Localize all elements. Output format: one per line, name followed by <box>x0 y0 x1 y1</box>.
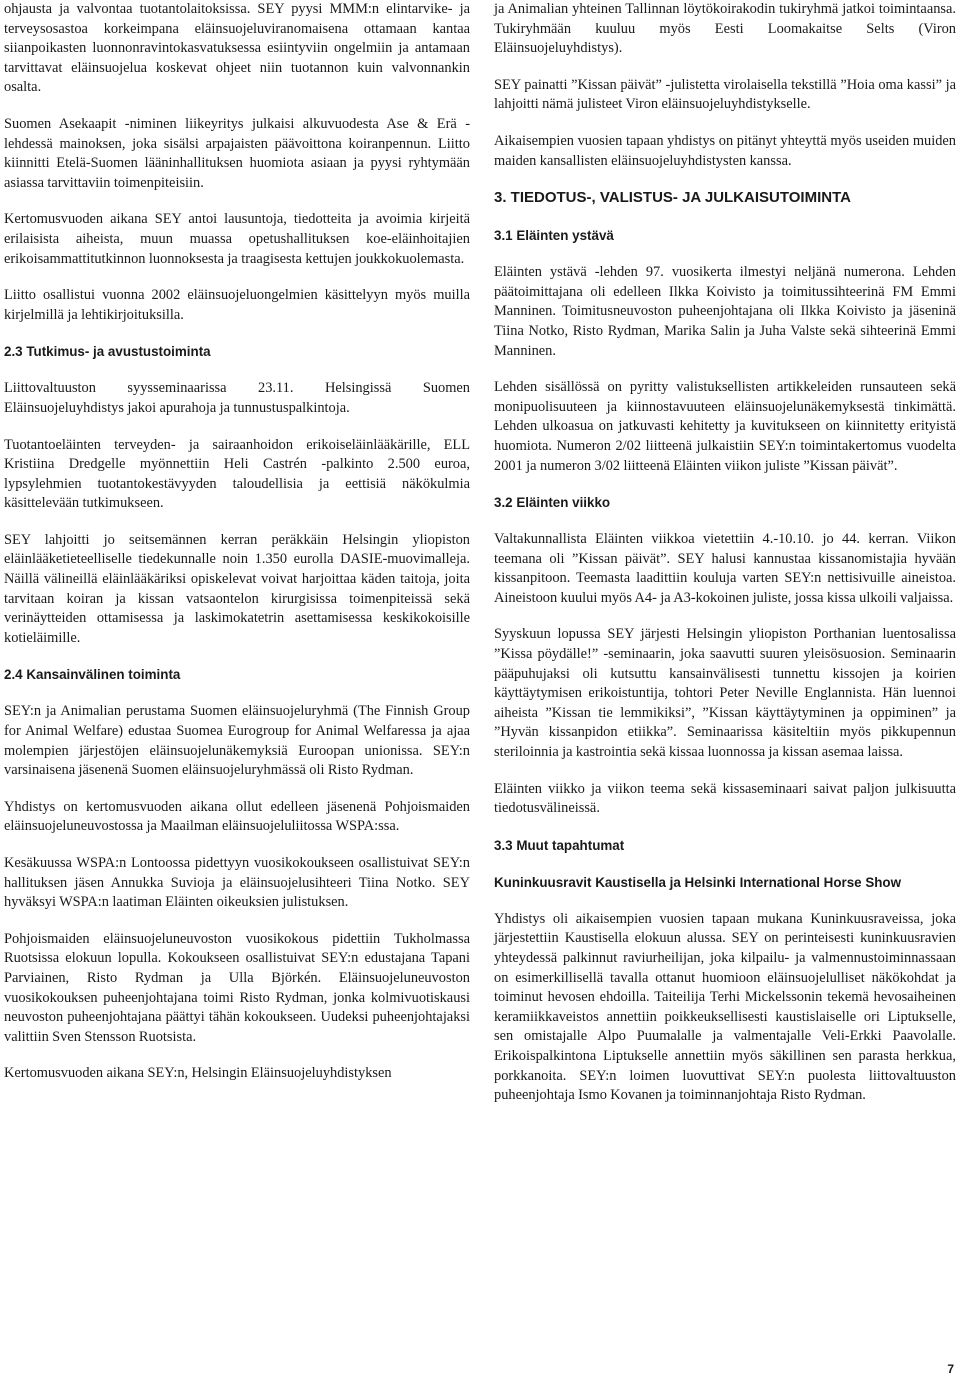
paragraph: Eläinten ystävä -lehden 97. vuosikerta ilmestyi neljänä numerona. Lehden päätoimittajana oli edelleen Ilkka Koivisto ja toimitussihteerinä FM Emmi Manninen. Toimitusneuvoston puheenjohtajana oli Ilkka Koivisto ja jäseninä Tiina Notko, Risto Rydman, Marika Salin ja Juha Valste sekä sihteerinä Emmi Manninen. <box>494 264 956 359</box>
paragraph: Valtakunnallista Eläinten viikkoa vietettiin 4.-10.10. jo 44. kerran. Viikon teemana oli ”Kissan päivät”. SEY halusi kannustaa kissanomistajia hyvään kissanpitoon. Teemasta laadittiin koulujа varten SEY:n nettisivuille aineistoa. Aineistoon kuului myös A4- ja A3-kokoinen juliste, jossa kissa ulkoili valjaissa. <box>494 531 956 606</box>
paragraph: Eläinten viikko ja viikon teema sekä kissaseminaari saivat paljon julkisuutta tiedotusvälineissä. <box>494 780 956 817</box>
right-column <box>494 0 956 1106</box>
paragraph: Yhdistys on kertomusvuoden aikana ollut edelleen jäsenenä Pohjoismaiden eläinsuojeluneuvostossa ja Maailman eläinsuojeluliitossa WSPA:ssa. <box>4 798 470 835</box>
paragraph: Suomen Asekaapit -niminen liikeyritys julkaisi alkuvuodesta Ase & Erä -lehdessä mainoksen, joka sisälsi arpajaisten päävoittona koiranpennun. Liitto kiinnitti Etelä-Suomen lääninhallituksen huomiota asiaan ja pyysi ryhtymään asiassa tarvittaviin toimenpiteisiin. <box>4 115 470 191</box>
paragraph: Liittovaltuuston syysseminaarissa 23.11. Helsingissä Suomen Eläinsuojeluyhdistys jakoi apurahoja ja tunnustuspalkintoja. <box>4 380 470 416</box>
section-heading-3-2: 3.2 Eläinten viikko <box>494 495 611 511</box>
left-column <box>4 0 470 1084</box>
paragraph: Kesäkuussa WSPA:n Lontoossa pidettyyn vuosikokoukseen osallistuivat SEY:n hallituksen jäsen Annukka Suvioja ja eläinsuojelusihteeri Tiina Notko. SEY hyväksyi WSPA:n laatiman Eläinten oikeuksien julistuksen. <box>4 855 470 911</box>
paragraph: SEY lahjoitti jo seitsemännen kerran peräkkäin Helsingin yliopiston eläinlääketieteelliselle tiedekunnalle noin 1.350 eurolla DASIE-muovimalleja. Näillä välineillä eläinlääkäriksi opiskelevat voivat harjoittaa käden taitoja, joita tarvitaan koiran ja kissan vatsaontelon kirurgisissa toimenpiteissä sekä verinäytteiden ottamisessa ja laskimokatetrin asettamisessa keskikokoisille kotieläimille. <box>4 531 470 646</box>
paragraph: Syyskuun lopussa SEY järjesti Helsingin yliopiston Porthanian luentosalissa ”Kissa pöydälle!” -seminaarin, joka saavutti suuren yleisösuosion. Seminaarin pääpuhujaksi oli kutsuttu kansainvälisesti tunnettu kissojen ja koirien käyttäytymisen erikoistuntija, tohtori Peter Neville Englannista. Hän luennoi aiheista ”Kissan tie lemmikiksi”, ”Kissan käyttäytyminen ja oppiminen” ja ”Hyvän kissanpidon etiikka”. Seminaarissa käsiteltiin myös pikkupennun steriloinnia ja kastrointia sekä kissaa luonnossa ja kissan asemaa laissa. <box>494 626 956 761</box>
chapter-heading-3: 3. TIEDOTUS-, VALISTUS- JA JULKAISUTOIMINTA <box>494 189 851 207</box>
paragraph: Tuotantoeläinten terveyden- ja sairaanhoidon erikoiseläinlääkärille, ELL Kristiina Dredgelle myönnettiin Heli Castrén -palkinto 2.500 euroa, lypsylehmien tuotantokestävyyden taloudellisia ja eettisiä näkökulmia käsittelevään tutkimukseen. <box>4 436 470 512</box>
paragraph: Yhdistys oli aikaisempien vuosien tapaan mukana Kuninkuusraveissa, joka järjestettiin Kaustisella elokuun alussa. SEY on perinteisesti kuninkuusravien yhteydessä palkinnut raviurheilijan, joka kilpailu- ja valmennustoiminnassaan on esimerkillisellä tavalla ottanut huomioon eläinsuojelulliset näkökohdat ja toiminut hevosen ehdoilla. Taiteilija Terhi Mickelssonin tekemä hevosaiheinen keramiikkaveistos annettiin poikkeuksellisesti kaustislaiselle ori Liptukselle, sen omistajalle Alpo Puumalalle ja valmentajalle Veli-Erkki Paavolalle. Erikoispalkintona Liptukselle annettiin myös säkillinen sen parasta herkkua, porkkanoita. SEY:n loimen luovuttivat SEY:n puolesta liittovaltuuston puheenjohtaja Ismo Kovanen ja toiminnanjohtaja Risto Rydman. <box>494 910 956 1104</box>
paragraph: ja Animalian yhteinen Tallinnan löytökoirakodin tukiryhmä jatkoi toimintaansa. Tukiryhmään kuuluu myös Eesti Loomakaitse Selts (Viron Eläinsuojeluyhdistys). <box>494 1 956 57</box>
paragraph: Kertomusvuoden aikana SEY:n, Helsingin Eläinsuojeluyhdistyksen <box>4 1065 392 1082</box>
page-number: 7 <box>947 1362 954 1376</box>
paragraph: Liitto osallistui vuonna 2002 eläinsuojeluongelmien käsittelyyn myös muilla kirjelmillä ja lehtikirjoituksilla. <box>4 287 470 323</box>
paragraph: ohjausta ja valvontaa tuotantolaitoksissa. SEY pyysi MMM:n elintarvike- ja terveysosastoa korkeimpana eläinsuojeluviranomaisena ottamaan kantaa siianpoikasten luonnonravintokasvatuksessa esiintyviin ongelmiin ja antamaan tarvittavat eläinsuojelua koskevat ohjeet niin tuotannon kuin valvonnankin osalta. <box>4 1 470 96</box>
section-heading-3-1: 3.1 Eläinten ystävä <box>494 228 614 244</box>
section-heading-3-3: 3.3 Muut tapahtumat <box>494 837 625 853</box>
subsection-heading-event: Kuninkuusravit Kaustisella ja Helsinki International Horse Show <box>494 874 902 890</box>
paragraph: Lehden sisällössä on pyritty valistuksellisten artikkeleiden runsauteen sekä monipuolisuuteen ja kiinnostavuuteen eläinsuojelunäkemyksestä tinkimättä. Lehden ulkoasua on jatkuvasti kehitetty ja kuvitukseen on kiinnitetty erityistä huomiota. Numeron 2/02 liitteenä julkaistiin SEY:n toimintakertomus vuodelta 2001 ja numeron 3/02 liitteenä Eläinten viikon juliste ”Kissan päivät”. <box>494 379 956 474</box>
paragraph: SEY:n ja Animalian perustama Suomen eläinsuojeluryhmä (The Finnish Group for Animal Welfare) edustaa Suomea Eurogroup for Animal Welfaressa ja ajaa molempien järjestöjen eläinsuojelunäkemyksiä Euroopan unionissa. SEY:n varsinaisena jäsenenä Suomen eläinsuojeluryhmässä oli Risto Rydman. <box>4 703 470 779</box>
paragraph: Pohjoismaiden eläinsuojeluneuvoston vuosikokous pidettiin Tukholmassa Ruotsissa elokuun lopulla. Kokoukseen osallistuivat SEY:n edustajana Tapani Parviainen, Risto Rydman ja Ulla Björkén. Eläinsuojeluneuvoston vuosikokouksen puheenjohtajana toimi Risto Rydman, jonka kolmivuotiskausi neuvoston puheenjohtajana päättyi tähän kokoukseen. Uudeksi puheenjohtajaksi valittiin Sven Stensson Ruotsista. <box>4 930 470 1045</box>
section-heading-2-4: 2.4 Kansainvälinen toiminta <box>4 667 181 683</box>
paragraph: Kertomusvuoden aikana SEY antoi lausuntoja, tiedotteita ja avoimia kirjeitä erilaisista aiheista, muun muassa opetushallituksen koe-eläinhoitajien erikoisammattitutkinnon luonnoksesta ja traagisesta kettujen joukkokuolemasta. <box>4 211 470 267</box>
paragraph: SEY painatti ”Kissan päivät” -julistetta virolaisella tekstillä ”Hoia oma kassi” ja lahjoitti nämä julisteet Viron eläinsuojeluyhdistykselle. <box>494 76 956 113</box>
paragraph: Aikaisempien vuosien tapaan yhdistys on pitänyt yhteyttä myös useiden muiden maiden kansallisten eläinsuojeluyhdistysten kanssa. <box>494 132 956 169</box>
section-heading-2-3: 2.3 Tutkimus- ja avustustoiminta <box>4 344 211 360</box>
